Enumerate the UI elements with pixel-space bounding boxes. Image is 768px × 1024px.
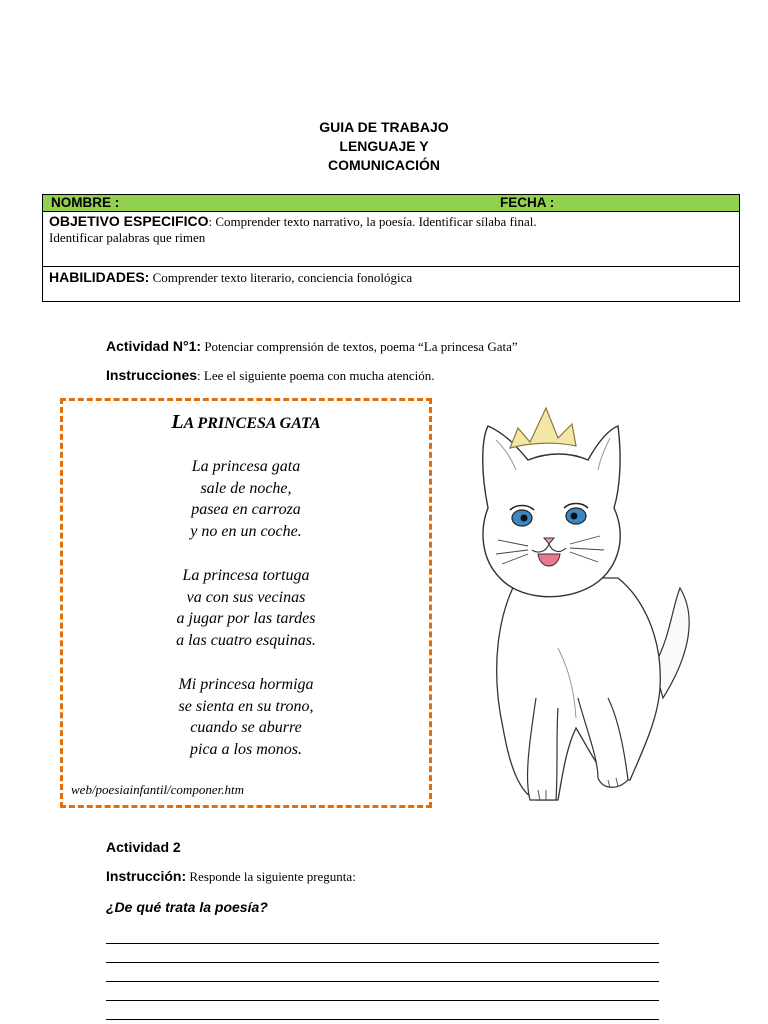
activity-2-instruction-text: Responde la siguiente pregunta: (186, 869, 356, 884)
skills-row (43, 267, 739, 301)
answer-line[interactable] (106, 943, 659, 944)
objetivo-text-2: Identificar palabras que rimen (49, 230, 206, 245)
nombre-label: NOMBRE : (51, 195, 120, 210)
objetivo-label: OBJETIVO ESPECIFICO (49, 213, 209, 229)
fecha-label: FECHA : (500, 195, 555, 210)
activity-1-text: Potenciar comprensión de textos, poema “La princesa Gata” (201, 339, 518, 354)
page-title-line-3: COMUNICACIÓN (328, 157, 440, 173)
poem-title: LA PRINCESA GATA (171, 411, 321, 433)
activity-2-question: ¿De qué trata la poesía? (106, 899, 268, 915)
name-date-row (43, 195, 739, 212)
answer-line[interactable] (106, 1019, 659, 1020)
poem-stanza-1: La princesa gata sale de noche, pasea en carroza y no en un coche. (190, 458, 302, 541)
poem-source: web/poesiainfantil/componer.htm (71, 782, 244, 797)
habilidades-text: Comprender texto literario, conciencia fonológica (149, 270, 413, 285)
objective-row (43, 212, 739, 267)
info-table (42, 194, 740, 302)
instructions-text: : Lee el siguiente poema con mucha atención. (197, 368, 435, 383)
white-cat-princess-icon (458, 398, 704, 808)
objetivo-text-1: : Comprender texto narrativo, la poesía. Identificar sílaba final. (208, 214, 537, 229)
answer-line[interactable] (106, 981, 659, 982)
activity-1-line (106, 338, 518, 355)
activity-1-label: Actividad N°1: (106, 338, 202, 354)
instructions-line (106, 367, 435, 384)
activity-2-instruction-label: Instrucción: (106, 868, 187, 884)
instructions-label: Instrucciones (106, 367, 198, 383)
poem-stanza-2: La princesa tortuga va con sus vecinas a jugar por las tardes a las cuatro esquinas. (176, 567, 316, 650)
page-title-line-1: GUIA DE TRABAJO (319, 119, 449, 135)
activity-2-instruction-line (106, 868, 356, 885)
activity-2-line (106, 839, 181, 855)
habilidades-label: HABILIDADES: (49, 269, 150, 285)
page-title-line-2: LENGUAJE Y (339, 138, 429, 154)
answer-line[interactable] (106, 1000, 659, 1001)
answer-line[interactable] (106, 962, 659, 963)
poem-stanza-3: Mi princesa hormiga se sienta en su trono, cuando se aburre pica a los monos. (178, 676, 314, 759)
poem-box (60, 398, 432, 808)
activity-2-label: Actividad 2 (106, 839, 181, 855)
